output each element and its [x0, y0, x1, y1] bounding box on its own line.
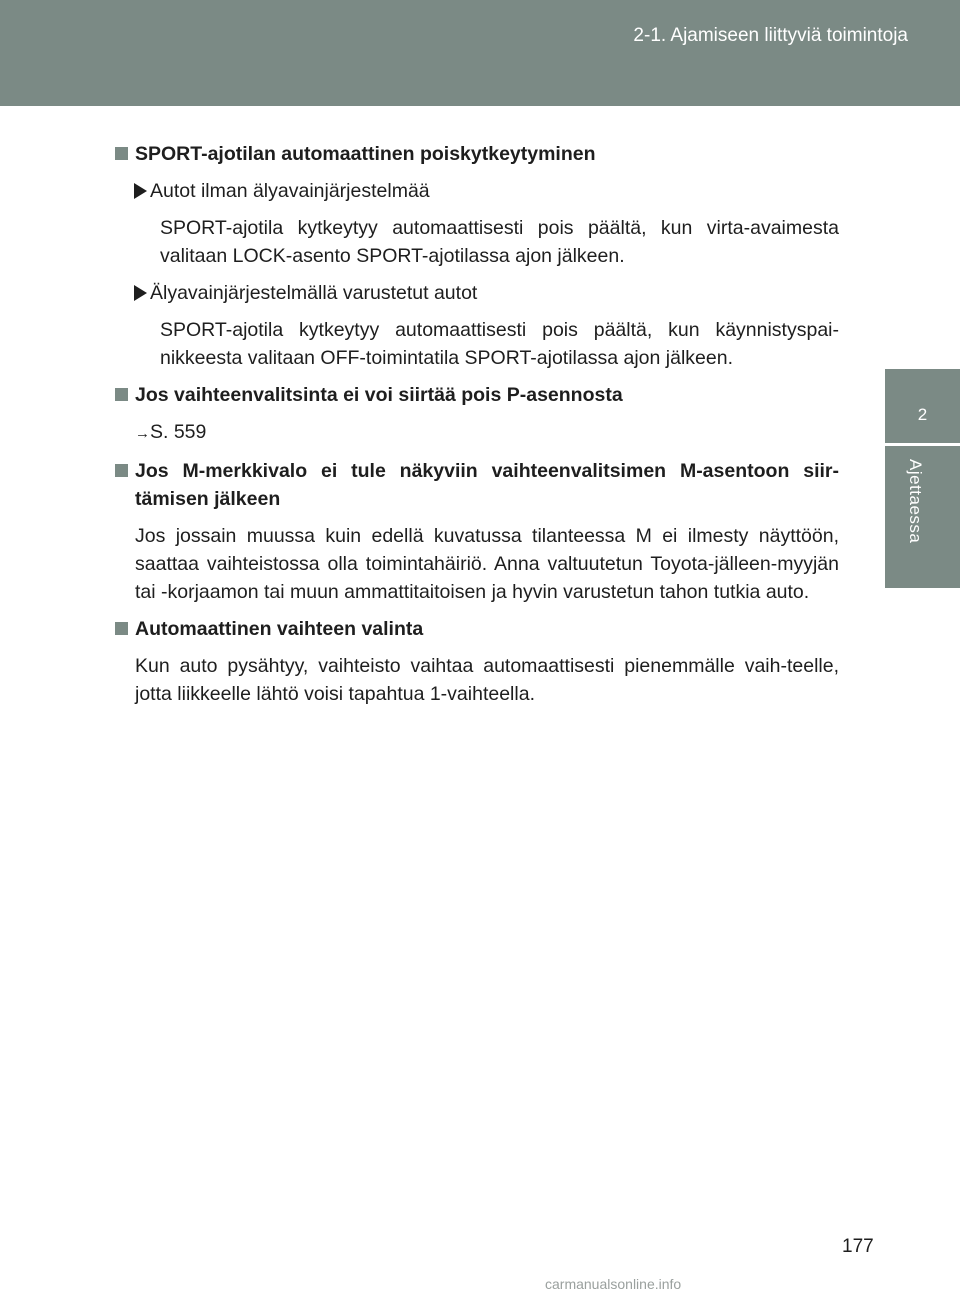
triangle-bullet-icon — [134, 285, 147, 301]
header-band — [0, 0, 960, 106]
chapter-tab — [885, 369, 960, 588]
watermark: carmanualsonline.info — [545, 1276, 682, 1292]
side-margin — [885, 106, 960, 1301]
chapter-number: 2 — [917, 405, 928, 424]
page-content — [115, 140, 839, 717]
subsection-title: Autot ilman älyavainjärjestelmää — [134, 177, 839, 205]
section-heading: SPORT-ajotilan automaattinen poiskytkeytyminen — [115, 140, 839, 168]
page-reference[interactable] — [135, 418, 839, 448]
triangle-bullet-icon — [134, 183, 147, 199]
section-title: 2-1. Ajamiseen liittyviä toimintoja — [633, 25, 908, 46]
chapter-label: Ajettaessa — [906, 459, 925, 544]
square-bullet-icon — [115, 388, 128, 401]
paragraph: Jos jossain muussa kuin edellä kuvatussa tilanteessa M ei ilmesty näyttöön, saattaa vaihteistossa olla toimintahäiriö. Anna valtuutetun Toyota-jälleen-myyjän tai -korjaamon tai muun ammattitaitoisen ja hyvin varustetun tahon tutkia auto. — [135, 525, 839, 603]
paragraph: SPORT-ajotila kytkeytyy automaattisesti pois päältä, kun käynnistyspai-nikkeesta valitaan OFF-toimintatila SPORT-ajotilassa ajon jälkeen. — [160, 319, 839, 369]
paragraph: SPORT-ajotila kytkeytyy automaattisesti pois päältä, kun virta-avaimesta valitaan LOCK-asento SPORT-ajotilassa ajon jälkeen. — [160, 217, 839, 267]
reference-text: S. 559 — [150, 421, 207, 443]
arrow-right-icon: → — [135, 425, 150, 442]
section-heading: Jos M-merkkivalo ei tule näkyviin vaihteenvalitsimen M-asentoon siir-tämisen jälkeen — [115, 457, 839, 513]
subsection-title: Älyavainjärjestelmällä varustetut autot — [134, 279, 839, 307]
square-bullet-icon — [115, 622, 128, 635]
paragraph: Kun auto pysähtyy, vaihteisto vaihtaa automaattisesti pienemmälle vaih-teelle, jotta liikkeelle lähtö voisi tapahtua 1-vaihteella. — [135, 655, 839, 705]
section-heading: Jos vaihteenvalitsinta ei voi siirtää pois P-asennosta — [115, 381, 839, 409]
square-bullet-icon — [115, 147, 128, 160]
section-heading: Automaattinen vaihteen valinta — [115, 615, 839, 643]
square-bullet-icon — [115, 464, 128, 477]
tab-divider — [885, 443, 960, 446]
page-number: 177 — [842, 1236, 874, 1257]
